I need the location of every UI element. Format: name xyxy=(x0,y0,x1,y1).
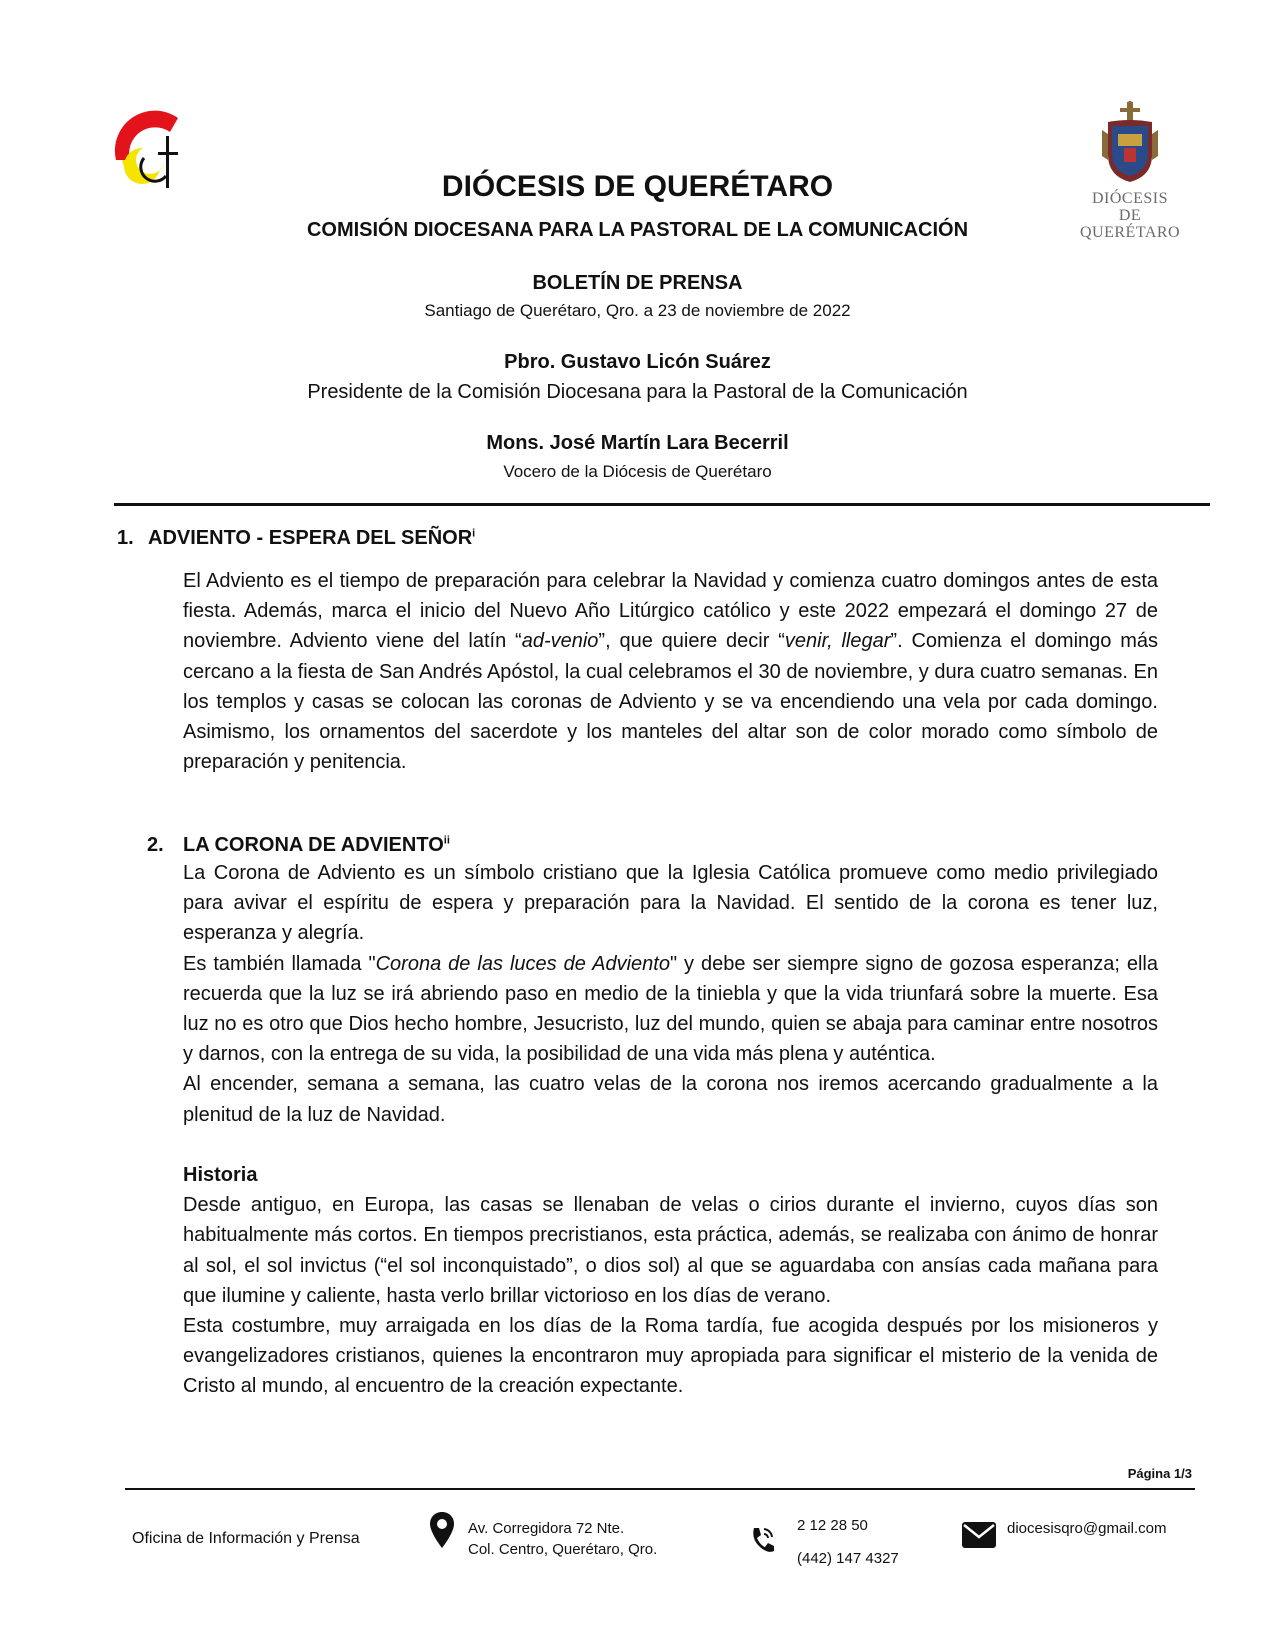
section1-title: ADVIENTO - ESPERA DEL SEÑOR xyxy=(148,527,473,549)
location-pin-icon xyxy=(430,1512,454,1553)
footer-address-line2: Col. Centro, Querétaro, Qro. xyxy=(468,1541,658,1558)
section2-endnote-ref[interactable]: ii xyxy=(443,834,450,847)
footer-address-line1: Av. Corregidora 72 Nte. xyxy=(468,1520,625,1537)
section1-endnote-ref[interactable]: i xyxy=(472,527,476,540)
section1-heading xyxy=(148,527,475,550)
section2-heading xyxy=(183,834,450,857)
history-heading: Historia xyxy=(183,1164,258,1187)
crest-caption-line2: QUERÉTARO xyxy=(1080,224,1181,241)
section1-paragraph: El Adviento es el tiempo de preparación para celebrar la Navidad y comienza cuatro domingos antes de esta fiesta. Además, marca el inicio del Nuevo Año Litúrgico católico y este 2022 empezará el domingo 27 de noviembre. Adviento viene del latín “ad-venio”, que quiere decir “venir, llegar”. Comienza el domingo más cercano a la fiesta de San Andrés Apóstol, la cual celebramos el 30 de noviembre, y dura cuatro semanas. En los templos y casas se colocan las coronas de Adviento y se va encendiendo una vela por cada domingo. Asimismo, los ornamentos del sacerdote y los manteles del altar son de color morado como símbolo de preparación y penitencia. xyxy=(183,570,1158,774)
footer-phones xyxy=(797,1509,899,1575)
crest-logo xyxy=(1080,100,1181,241)
spokesman-name: Mons. José Martín Lara Becerril xyxy=(486,432,789,454)
president-role: Presidente de la Comisión Diocesana para la Pastoral de la Comunicación xyxy=(307,381,968,403)
organization-subtitle: COMISIÓN DIOCESANA PARA LA PASTORAL DE LA COMUNICACIÓN xyxy=(306,219,969,241)
envelope-icon xyxy=(962,1522,996,1553)
bulletin-place-date: Santiago de Querétaro, Qro. a 23 de noviembre de 2022 xyxy=(424,301,851,320)
footer-divider xyxy=(125,1488,1195,1490)
section2-title: LA CORONA DE ADVIENTO xyxy=(183,834,444,856)
section1-body xyxy=(183,566,1158,777)
section2-paragraph-3: Al encender, semana a semana, las cuatro velas de la corona nos iremos acercando gradualmente a la plenitud de la luz de Navidad. xyxy=(183,1073,1158,1126)
spokesman-role: Vocero de la Diócesis de Querétaro xyxy=(503,462,772,481)
bulletin-title: BOLETÍN DE PRENSA xyxy=(532,272,743,294)
section2-paragraph-1: La Corona de Adviento es un símbolo cristiano que la Iglesia Católica promueve como medio privilegiado para avivar el espíritu de espera y preparación para la Navidad. El sentido de la corona es tener luz, esperanza y alegría. xyxy=(183,862,1158,945)
crest-caption-line1: DIÓCESIS DE xyxy=(1091,190,1168,224)
footer-phone-2[interactable]: (442) 147 4327 xyxy=(797,1550,899,1567)
president-name: Pbro. Gustavo Licón Suárez xyxy=(504,351,771,373)
organization-title: DIÓCESIS DE QUERÉTARO xyxy=(441,170,834,203)
history-paragraph-2: Esta costumbre, muy arraigada en los días de la Roma tardía, fue acogida después por los misioneros y evangelizadores cristianos, quienes la encontraron muy apropiada para significar el misterio de la venida de Cristo al mundo, al encuentro de la creación expectante. xyxy=(183,1315,1158,1398)
footer-phone-1[interactable]: 2 12 28 50 xyxy=(797,1517,868,1534)
phone-icon xyxy=(748,1525,776,1560)
footer-email[interactable]: diocesisqro@gmail.com xyxy=(1007,1520,1167,1537)
history-paragraph-1: Desde antiguo, en Europa, las casas se llenaban de velas o cirios durante el invierno, cuyos días son habitualmente más cortos. En tiempos precristianos, esta práctica, además, se realizaba con ánimo de honrar al sol, el sol invictus (“el sol inconquistado”, o dios sol) al que se aguardaba con ansías cada mañana para que ilumine y caliente, hasta verlo brillar victorioso en los días de verano. xyxy=(183,1194,1158,1307)
footer-office-name: Oficina de Información y Prensa xyxy=(132,1530,360,1547)
section2-number: 2. xyxy=(147,834,164,856)
section2-paragraph-2: Es también llamada "Corona de las luces de Adviento" y debe ser siempre signo de gozosa esperanza; ella recuerda que la luz se irá abriendo paso en medio de la tiniebla y que la vida triunfará sobre la muerte. Esa luz no es otro que Dios hecho hombre, Jesucristo, luz del mundo, quien se abaja para caminar entre nosotros y darnos, con la entrega de su vida, la posibilidad de una vida más plena y auténtica. xyxy=(183,952,1158,1066)
section1-number: 1. xyxy=(117,527,134,549)
page-number: Página 1/3 xyxy=(1127,1466,1192,1481)
footer-address xyxy=(468,1518,657,1560)
header-divider xyxy=(114,503,1210,506)
section2-body xyxy=(183,858,1158,1402)
